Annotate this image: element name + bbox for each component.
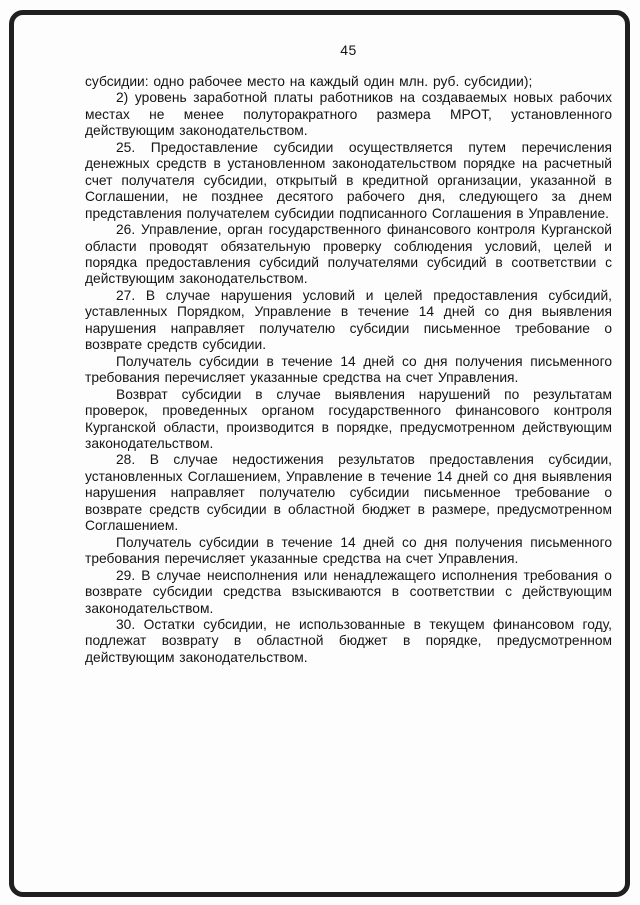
paragraph: 30. Остатки субсидии, не использованные в текущем финансовом году, подлежат возврату в областной бюджет в порядке, предусмотренном действующим законодательством. [85, 616, 612, 665]
paragraph: 26. Управление, орган государственного финансового контроля Курганской области проводят обязательную проверку соблюдения условий, целей и порядка предоставления субсидий получателями субсидий в соответствии с действующим законодательством. [85, 222, 612, 287]
paragraph: Получатель субсидии в течение 14 дней со дня получения письменного требования перечисляет указанные средства на счет Управления. [85, 534, 612, 567]
paragraph: 28. В случае недостижения результатов предоставления субсидии, установленных Соглашением, Управление в течение 14 дней со дня выявления нарушения направляет получателю субсидии письменное требование о возврате средств субсидии в областной бюджет в размере, предусмотренном Соглашением. [85, 452, 612, 534]
paragraph: Возврат субсидии в случае выявления нарушений по результатам проверок, проведенных органом государственного финансового контроля Курганской области, производится в порядке, предусмотренном действующим законодательством. [85, 386, 612, 451]
paragraph: субсидии: одно рабочее место на каждый один млн. руб. субсидии); [85, 74, 533, 89]
page-number: 45 [340, 42, 357, 58]
paragraph: 27. В случае нарушения условий и целей предоставления субсидий, уставленных Порядком, Управление в течение 14 дней со дня выявления нарушения направляет получателю субсидии письменное требование о возврате средств субсидии. [85, 287, 612, 353]
paragraph: 25. Предоставление субсидии осуществляется путем перечисления денежных средств в установленном законодательством порядке на расчетный счет получателя субсидии, открытый в кредитной организации, указанной в Соглашении, не позднее десятого рабочего дня, следующего за днем представления получателем субсидии подписанного Соглашения в Управление. [85, 139, 612, 221]
paragraph: Получатель субсидии в течение 14 дней со дня получения письменного требования перечисляет указанные средства на счет Управления. [85, 353, 612, 386]
paragraph: 29. В случае неисполнения или ненадлежащего исполнения требования о возврате субсидии средства взыскиваются в соответствии с действующим законодательством. [85, 567, 612, 616]
document-body [85, 74, 612, 666]
paragraph: 2) уровень заработной платы работников на создаваемых новых рабочих местах не менее полуторакратного размера МРОТ, установленного действующим законодательством. [85, 90, 612, 139]
document-content [85, 42, 612, 666]
